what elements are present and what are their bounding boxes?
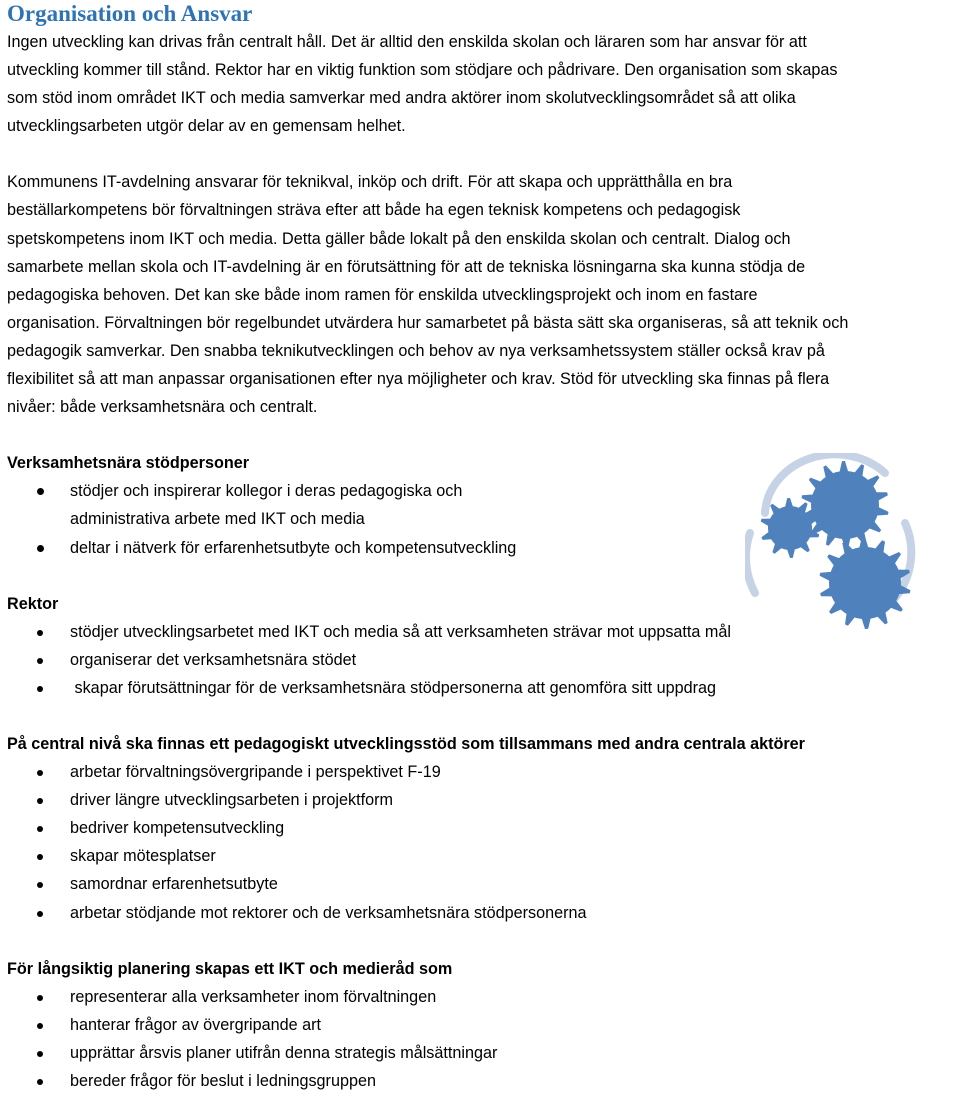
- list-item-text: arbetar stödjande mot rektorer och de verksamhetsnära stödpersonerna: [70, 903, 587, 922]
- text-line: organisation. Förvaltningen bör regelbundet utvärdera hur samarbetet på bästa sätt ska organiseras, så att teknik och: [7, 313, 849, 332]
- list-item-text: upprättar årsvis planer utifrån denna strategis målsättningar: [70, 1043, 498, 1062]
- list-item: [7, 870, 957, 898]
- text-line: spetskompetens inom IKT och media. Detta gäller både lokalt på den enskilda skolan och centralt. Dialog och: [7, 229, 791, 248]
- list-item: [7, 646, 957, 674]
- list-item: [7, 1067, 957, 1095]
- bullet-icon: [37, 798, 43, 804]
- list-item-text: deltar i nätverk för erfarenhetsutbyte och kompetensutveckling: [70, 538, 517, 557]
- text-line: Kommunens IT-avdelning ansvarar för teknikval, inköp och drift. För att skapa och upprätthålla en bra: [7, 173, 733, 192]
- bullet-icon: [37, 1079, 43, 1085]
- central-section: [7, 730, 957, 927]
- text-line: som stöd inom området IKT och media samverkar med andra aktörer inom skolutvecklingsområdet så att olika: [7, 89, 796, 108]
- bullet-icon: [37, 770, 43, 776]
- text-line: flexibilitet så att man anpassar organisationen efter nya möjligheter och krav. Stöd för utveckling ska finnas på flera: [7, 370, 830, 389]
- gears-icon: [745, 453, 925, 633]
- list-item: [7, 786, 957, 814]
- list-item-text: arbetar förvaltningsövergripande i perspektivet F-19: [70, 763, 441, 782]
- list-item: [7, 983, 957, 1011]
- spacer: [7, 140, 957, 168]
- bullet-icon: [37, 630, 43, 636]
- bullet-icon: [37, 1051, 43, 1057]
- text-line: utveckling kommer till stånd. Rektor har en viktig funktion som stödjare och pådrivare. Den organisation som skapas: [7, 61, 838, 80]
- council-section: [7, 955, 957, 1095]
- list-item: [7, 814, 957, 842]
- list-item-text: organiserar det verksamhetsnära stödet: [70, 650, 357, 669]
- text-line: utvecklingsarbeten utgör delar av en gemensam helhet.: [7, 117, 406, 136]
- text-line: pedagogik samverkar. Den snabba teknikutvecklingen och behov av nya verksamhetssystem ställer också krav på: [7, 341, 825, 360]
- gear-shape: [820, 537, 911, 629]
- gear-medium-icon: [820, 537, 911, 629]
- text-line: Ingen utveckling kan drivas från centralt håll. Det är alltid den enskilda skolan och läraren som har ansvar för att: [7, 33, 807, 51]
- page-title: Organisation och Ansvar: [7, 1, 253, 26]
- text-line: nivåer: både verksamhetsnära och centralt.: [7, 398, 318, 417]
- list-item-text: samordnar erfarenhetsutbyte: [70, 875, 278, 894]
- list-item-text: bereder frågor för beslut i ledningsgruppen: [70, 1072, 376, 1090]
- bullet-icon: [37, 826, 43, 832]
- list-item: [7, 674, 957, 702]
- list-item-text: bedriver kompetensutveckling: [70, 819, 285, 838]
- list-item-text: stödjer utvecklingsarbetet med IKT och media så att verksamheten strävar mot uppsatta mål: [70, 622, 731, 641]
- list-item: [7, 1039, 957, 1067]
- bullet-icon: [37, 488, 44, 495]
- bullet-icon: [37, 882, 43, 888]
- spacer: [7, 927, 957, 955]
- bullet-icon: [37, 911, 43, 917]
- list-item: [7, 842, 957, 870]
- section-heading: På central nivå ska finnas ett pedagogiskt utvecklingsstöd som tillsammans med andra centrala aktörer: [7, 734, 805, 753]
- central-list: [7, 758, 957, 927]
- list-item-text: skapar mötesplatser: [70, 847, 216, 866]
- list-item: [7, 758, 957, 786]
- list-item-text: skapar förutsättningar för de verksamhetsnära stödpersonerna att genomföra sitt uppdrag: [70, 678, 717, 697]
- section-heading: För långsiktig planering skapas ett IKT och medieråd som: [7, 959, 453, 978]
- spacer: [7, 421, 957, 449]
- text-line: pedagogiska behoven. Det kan ske både inom ramen för enskilda utvecklingsprojekt och inom en fastare: [7, 285, 758, 304]
- council-list: [7, 983, 957, 1095]
- section-heading: Rektor: [7, 594, 59, 613]
- list-item-text: hanterar frågor av övergripande art: [70, 1015, 322, 1034]
- list-item-text: administrativa arbete med IKT och media: [70, 510, 365, 529]
- intro-paragraph: [7, 28, 957, 140]
- spacer: [7, 702, 957, 730]
- text-line: beställarkompetens bör förvaltningen sträva efter att både ha egen teknisk kompetens och pedagogisk: [7, 201, 741, 220]
- list-item-text: stödjer och inspirerar kollegor i deras pedagogiska och: [70, 482, 463, 501]
- list-item-text: driver längre utvecklingsarbeten i projektform: [70, 791, 393, 810]
- bullet-icon: [37, 658, 43, 664]
- text-line: samarbete mellan skola och IT-avdelning är en förutsättning för att de tekniska lösningarna ska kunna stödja de: [7, 257, 806, 276]
- list-item-text: representerar alla verksamheter inom förvaltningen: [70, 987, 437, 1006]
- bullet-icon: [37, 686, 43, 692]
- list-item: [7, 1011, 957, 1039]
- bullet-icon: [37, 854, 43, 860]
- section-heading: Verksamhetsnära stödpersoner: [7, 454, 250, 473]
- bullet-icon: [37, 995, 43, 1001]
- it-paragraph: [7, 168, 957, 421]
- bullet-icon: [37, 1023, 43, 1029]
- list-item: [7, 899, 957, 927]
- bullet-icon: [37, 545, 44, 552]
